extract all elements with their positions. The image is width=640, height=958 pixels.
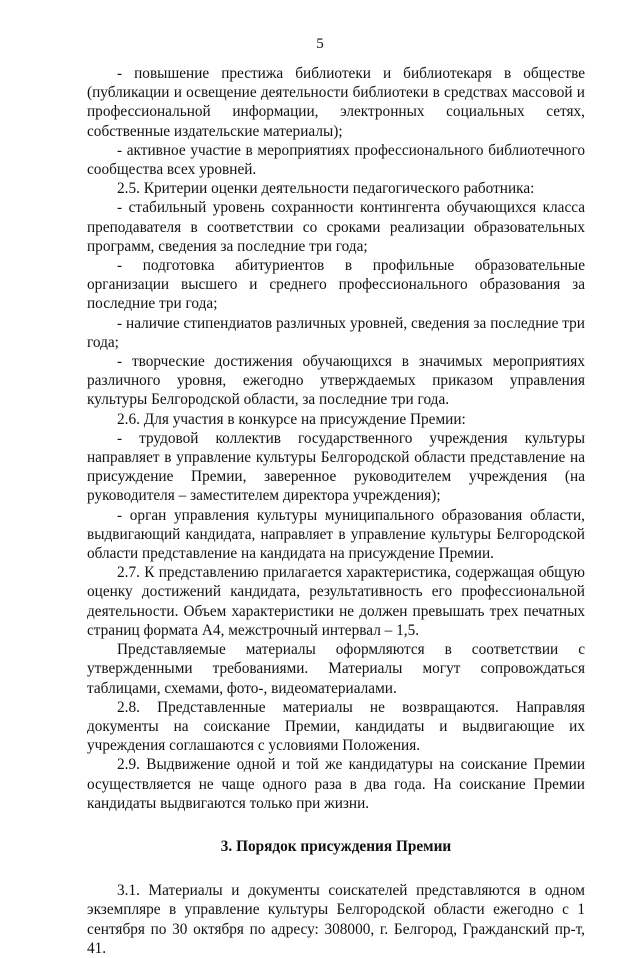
paragraph-not-returned: 2.8. Представленные материалы не возвращаются. Направляя документы на соискание Премии, кандидаты и выдвигающие их учреждения соглашаются с условиями Положения.: [87, 698, 585, 755]
paragraph-participation: - активное участие в мероприятиях профессионального библиотечного сообщества всех уровней.: [87, 141, 585, 179]
paragraph-nomination-frequency: 2.9. Выдвижение одной и той же кандидатуры на соискание Премии осуществляется не чаще одного раза в два года. На соискание Премии кандидаты выдвигаются только при жизни.: [87, 756, 585, 812]
section-3-heading: 3. Порядок присуждения Премии: [220, 837, 452, 855]
section-3-paragraph: 3.1. Материалы и документы соискателей представляются в одном экземпляре в управление культуры Белгородской области ежегодно с 1 сентября по 30 октября по адресу: 308000, г. Белгород, Гражданский пр-т, 41.: [87, 882, 585, 957]
paragraph-criteria-applicants: - подготовка абитуриентов в профильные образовательные организации высшего и среднего профессионального образования за последние три года;: [87, 257, 585, 313]
paragraph-criteria-retention: - стабильный уровень сохранности контингента обучающихся класса преподавателя в соответствии со сроками реализации образовательных программ, сведения за последние три года;: [87, 199, 585, 255]
paragraph-contest-municipal: - орган управления культуры муниципального образования области, выдвигающий кандидата, направляет в управление культуры Белгородской области представление на кандидата на присуждение Премии.: [87, 506, 585, 563]
paragraph-criteria-scholars: - наличие стипендиатов различных уровней, сведения за последние три года;: [87, 314, 585, 351]
paragraph-contest-heading: 2.6. Для участия в конкурсе на присуждение Премии:: [117, 410, 466, 428]
paragraph-characteristic: 2.7. К представлению прилагается характеристика, содержащая общую оценку достижений кандидата, результативность его профессиональной деятельности. Объем характеристики не должен превышать трех печатных страниц формата А4, межстрочный интервал – 1,5.: [87, 564, 585, 639]
paragraph-criteria-heading: 2.5. Критерии оценки деятельности педагогического работника:: [117, 180, 535, 198]
page-number: 5: [316, 36, 324, 52]
paragraph-contest-collective: - трудовой коллектив государственного учреждения культуры направляет в управление культуры Белгородской области представление на присуждение Премии, заверенное руководителем учреждения (на руководителя – заместителем директора учреждения);: [87, 429, 585, 505]
paragraph-prestige: - повышение престижа библиотеки и библиотекаря в обществе (публикации и освещение деятельности библиотеки в средствах массовой и профессиональной информации, электронных социальных сетях, собственные издательские материалы);: [87, 65, 585, 140]
paragraph-criteria-achievements: - творческие достижения обучающихся в значимых мероприятиях различного уровня, ежегодно утверждаемых приказом управления культуры Белгородской области, за последние три года.: [87, 353, 585, 409]
paragraph-materials: Представляемые материалы оформляются в соответствии с утвержденными требованиями. Материалы могут сопровождаться таблицами, схемами, фото-, видеоматериалами.: [87, 641, 585, 697]
page-content: [87, 64, 585, 958]
